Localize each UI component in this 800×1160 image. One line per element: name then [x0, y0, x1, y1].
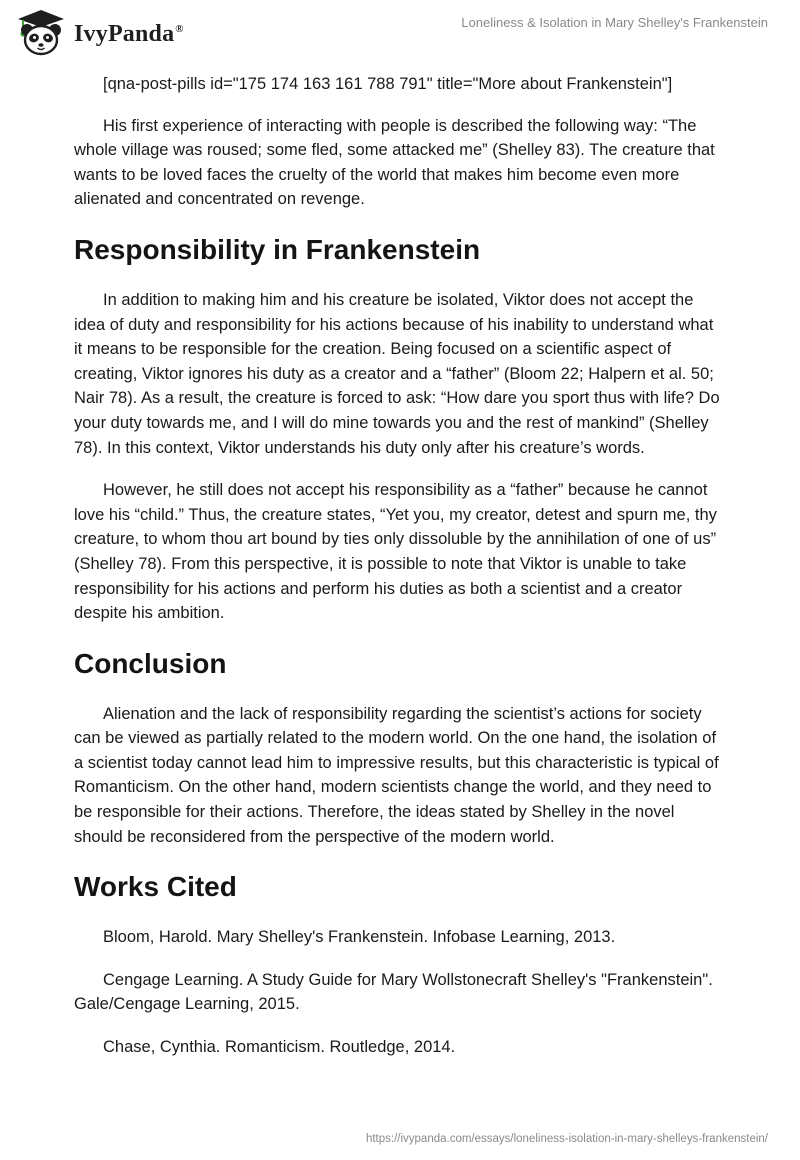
footer-url[interactable]: https://ivypanda.com/essays/loneliness-isolation-in-mary-shelleys-frankenstein/	[365, 1133, 768, 1145]
paragraph: His first experience of interacting with people is described the following way: “The whole village was roused; some fled, some attacked me” (Shelley 83). The creature that wants to be loved faces the cruelty of the world that makes him become even more alienated and concentrated on revenge.	[74, 116, 715, 209]
panda-graduate-icon	[14, 8, 68, 58]
works-cited-entry: Bloom, Harold. Mary Shelley's Frankenstein. Infobase Learning, 2013.	[103, 928, 616, 947]
brand-name: IvyPanda®	[74, 20, 184, 47]
shortcode-text: [qna-post-pills id="175 174 163 161 788 791" title="More about Frankenstein"]	[103, 75, 673, 93]
page-header	[0, 0, 800, 64]
section-heading-responsibility: Responsibility in Frankenstein	[74, 233, 481, 265]
paragraph: However, he still does not accept his responsibility as a “father” because he cannot love his “child.” Thus, the creature states, “Yet you, my creator, detest and spurn me, thy creature, to whom thou art bound by ties only dissoluble by the annihilation of one of us” (Shelley 78). From this perspective, it is possible to note that Viktor is unable to take responsibility for his actions and perform his duties as both a scientist and a creator despite his ambition.	[74, 481, 717, 623]
paragraph: Alienation and the lack of responsibility regarding the scientist’s actions for society can be viewed as partially related to the modern world. On the one hand, the isolation of a scientist today cannot lead him to impressive results, but this characteristic is typical of Romanticism. On the other hand, modern scientists change the world, and they need to be responsible for their actions. Therefore, the ideas stated by Shelley in the novel should be reconsidered from the perspective of the modern world.	[74, 704, 719, 846]
works-cited-entry: Cengage Learning. A Study Guide for Mary Wollstonecraft Shelley's "Frankenstein". Gale/Cengage Learning, 2015.	[74, 970, 713, 1014]
section-heading-works-cited: Works Cited	[74, 871, 237, 903]
document-title: Loneliness & Isolation in Mary Shelley's Frankenstein	[461, 15, 768, 30]
ivypanda-logo[interactable]	[14, 8, 184, 58]
works-cited-entry: Chase, Cynthia. Romanticism. Routledge, 2014.	[103, 1038, 456, 1057]
essay-body	[74, 72, 726, 1078]
paragraph: In addition to making him and his creature be isolated, Viktor does not accept the idea of duty and responsibility for his actions because of his inability to understand what it means to be responsible for the creation. Being focused on a scientific aspect of creating, Viktor ignores his duty as a creator and a “father” (Bloom 22; Halpern et al. 50; Nair 78). As a result, the creature is forced to ask: “How dare you sport thus with life? Do your duty towards me, and I will do mine towards you and the rest of mankind” (Shelley 78). In this context, Viktor understands his duty only after his creature’s words.	[74, 290, 720, 457]
section-heading-conclusion: Conclusion	[74, 647, 227, 679]
